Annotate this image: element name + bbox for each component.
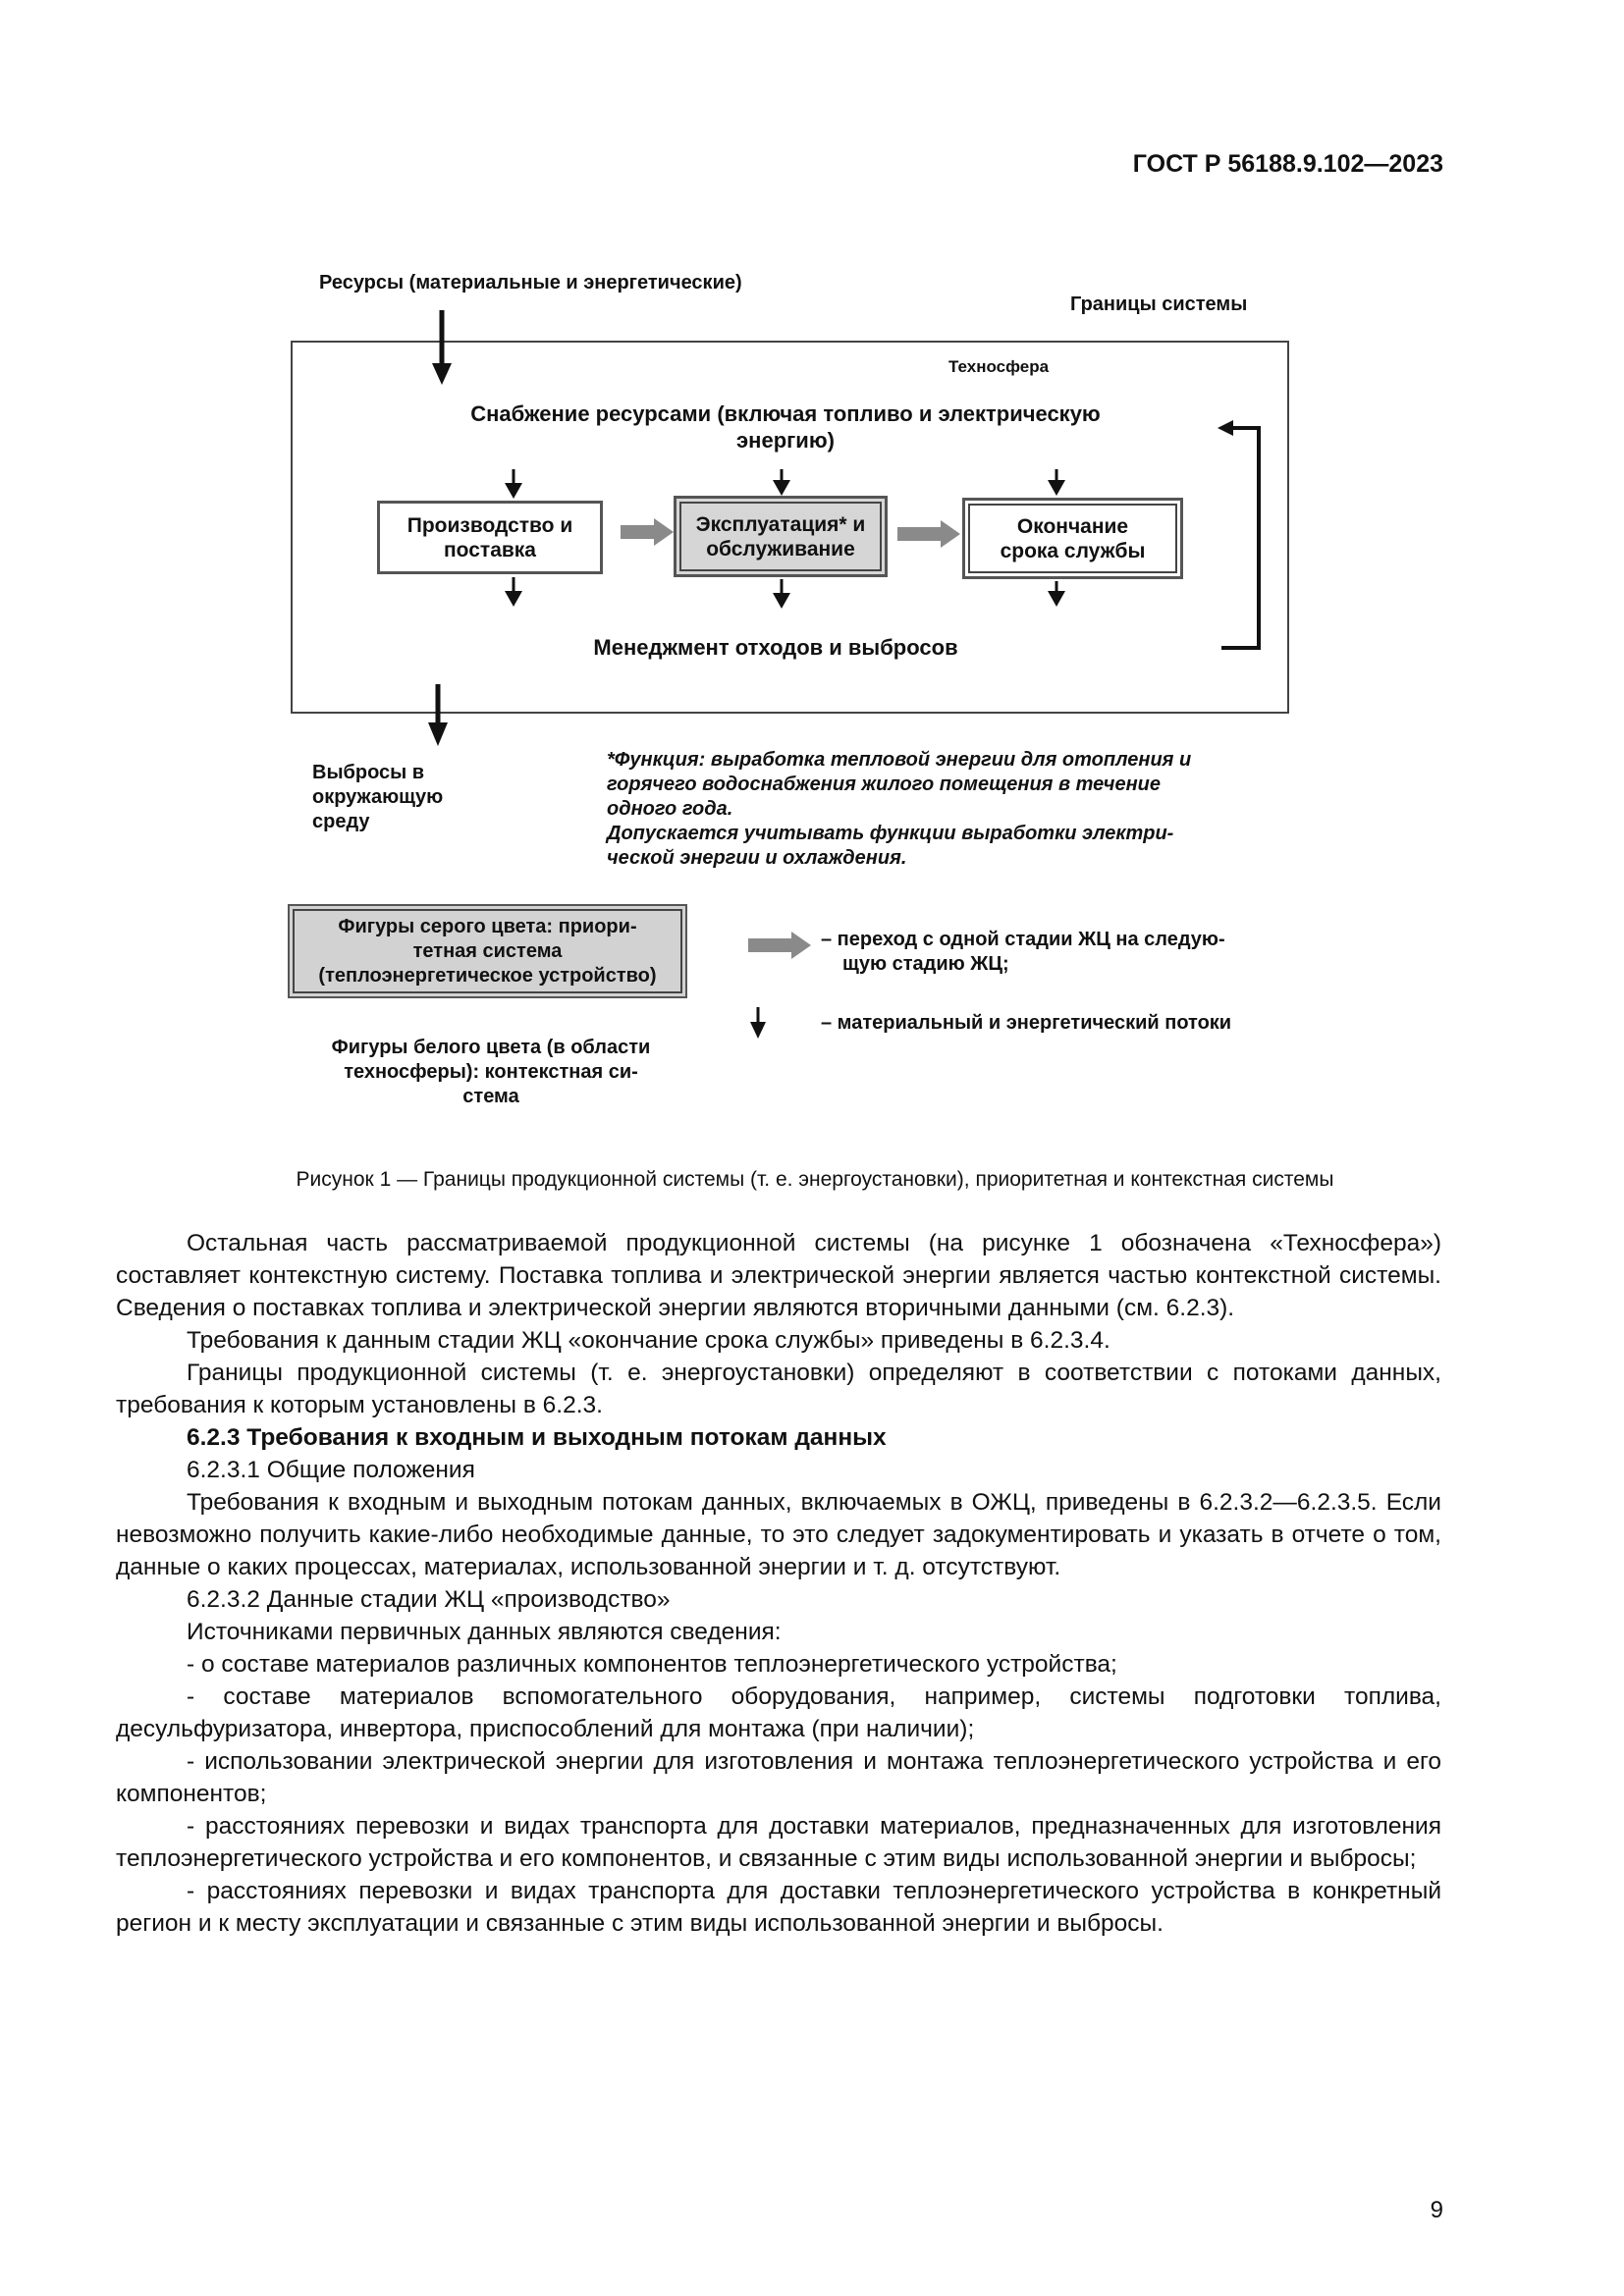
emissions-line3: среду [312, 811, 370, 832]
stage-end-of-life-line2: срока службы [1000, 539, 1146, 562]
body-text [116, 1227, 1441, 1940]
subsection-heading: 6.2.3.2 Данные стадии ЖЦ «производство» [187, 1586, 671, 1613]
section-heading: 6.2.3 Требования к входным и выходным потокам данных [187, 1424, 887, 1451]
emissions-line1: Выбросы в [312, 762, 425, 783]
waste-management-label: Менеджмент отходов и выбросов [593, 635, 958, 660]
page-number: 9 [1430, 2197, 1443, 2223]
list-item: - использовании электрической энергии для изготовления и монтажа теплоэнергетического устройства и его компонентов; [116, 1748, 1441, 1807]
emissions-arrow-icon [428, 684, 448, 746]
technosphere-label: Техносфера [948, 357, 1050, 376]
supply-label-line1: Снабжение ресурсами (включая топливо и электрическую [470, 401, 1101, 426]
legend-transition-line2: щую стадию ЖЦ; [842, 953, 1009, 975]
waste-arrow-3-icon [1048, 581, 1065, 607]
waste-arrow-1-icon [505, 577, 522, 607]
legend-transition-arrow-icon [748, 932, 811, 959]
subsection-heading: 6.2.3.1 Общие положения [187, 1457, 475, 1483]
figure-caption: Рисунок 1 — Границы продукционной системы (т. е. энергоустановки), приоритетная и контекстная системы [296, 1168, 1334, 1191]
legend-transition-line1: – переход с одной стадии ЖЦ на следую- [821, 929, 1225, 950]
emissions-line2: окружающую [312, 786, 444, 808]
list-item: - составе материалов вспомогательного оборудования, например, системы подготовки топлива, десульфуризатора, инвертора, приспособлений для монтажа (при наличии); [116, 1683, 1441, 1742]
stage-operation-line1: Эксплуатация* и [695, 512, 866, 536]
feedback-bracket-icon [1218, 420, 1259, 648]
note-line3: одного года. [607, 798, 733, 820]
waste-arrow-2-icon [773, 579, 790, 609]
note-line5: ческой энергии и охлаждения. [607, 847, 907, 869]
paragraph: Требования к данным стадии ЖЦ «окончание срока службы» приведены в 6.2.3.4. [187, 1327, 1110, 1354]
stage-production-line1: Производство и [406, 513, 573, 537]
legend-flow-label: – материальный и энергетический потоки [821, 1012, 1232, 1034]
note-line2: горячего водоснабжения жилого помещения в течение [607, 774, 1162, 795]
paragraph: Источниками первичных данных являются сведения: [187, 1619, 782, 1645]
legend-white-line3: стема [462, 1086, 519, 1107]
supply-label-line2: энергию) [736, 428, 835, 453]
resources-label: Ресурсы (материальные и энергетические) [319, 272, 742, 294]
system-boundary-label: Границы системы [1070, 294, 1248, 315]
supply-arrow-3-icon [1048, 469, 1065, 496]
transition-arrow-2-icon [897, 520, 960, 548]
stage-operation-line2: обслуживание [706, 537, 855, 561]
legend-white-line1: Фигуры белого цвета (в области [331, 1037, 651, 1058]
legend-grey-line1: Фигуры серого цвета: приори- [338, 915, 637, 937]
stage-production-line2: поставка [444, 538, 536, 561]
paragraph: Границы продукционной системы (т. е. энергоустановки) определяют в соответствии с потоками данных, требования к которым установлены в 6.2.3. [116, 1360, 1441, 1418]
paragraph: Остальная часть рассматриваемой продукционной системы (на рисунке 1 обозначена «Техносфера») составляет контекстную систему. Поставка топлива и электрической энергии является частью контекстной системы. Сведения о поставках топлива и электрической энергии являются вторичными данными (см. 6.2.3). [116, 1230, 1441, 1321]
legend-grey-line3: (теплоэнергетическое устройство) [318, 964, 657, 987]
note-line1: *Функция: выработка тепловой энергии для отопления и [607, 749, 1192, 771]
supply-arrow-1-icon [505, 469, 522, 499]
document-id: ГОСТ Р 56188.9.102—2023 [1132, 150, 1443, 178]
stage-end-of-life-line1: Окончание [1016, 514, 1129, 538]
list-item: - о составе материалов различных компонентов теплоэнергетического устройства; [187, 1651, 1117, 1678]
resources-arrow-icon [432, 310, 452, 385]
legend-white-line2: техносферы): контекстная си- [344, 1061, 638, 1083]
list-item: - расстояниях перевозки и видах транспорта для доставки теплоэнергетического устройства в конкретный регион и к месту эксплуатации и связанные с этим виды использованной энергии и выбросы. [116, 1878, 1441, 1937]
supply-arrow-2-icon [773, 469, 790, 496]
list-item: - расстояниях перевозки и видах транспорта для доставки материалов, предназначенных для изготовления теплоэнергетического устройства и его компонентов, и связанные с этим виды использованной энергии и выбросы; [116, 1813, 1441, 1872]
paragraph: Требования к входным и выходным потокам данных, включаемых в ОЖЦ, приведены в 6.2.3.2—6.2.3.5. Если невозможно получить какие-либо необходимые данные, то это следует задокументировать и указать в отчете о том, данные о каких процессах, материалах, использованной энергии и т. д. отсутствуют. [116, 1489, 1441, 1580]
note-line4: Допускается учитывать функции выработки электри- [607, 823, 1174, 844]
legend-grey-line2: тетная система [412, 939, 563, 962]
transition-arrow-1-icon [621, 518, 674, 546]
legend-flow-arrow-icon [750, 1007, 766, 1039]
